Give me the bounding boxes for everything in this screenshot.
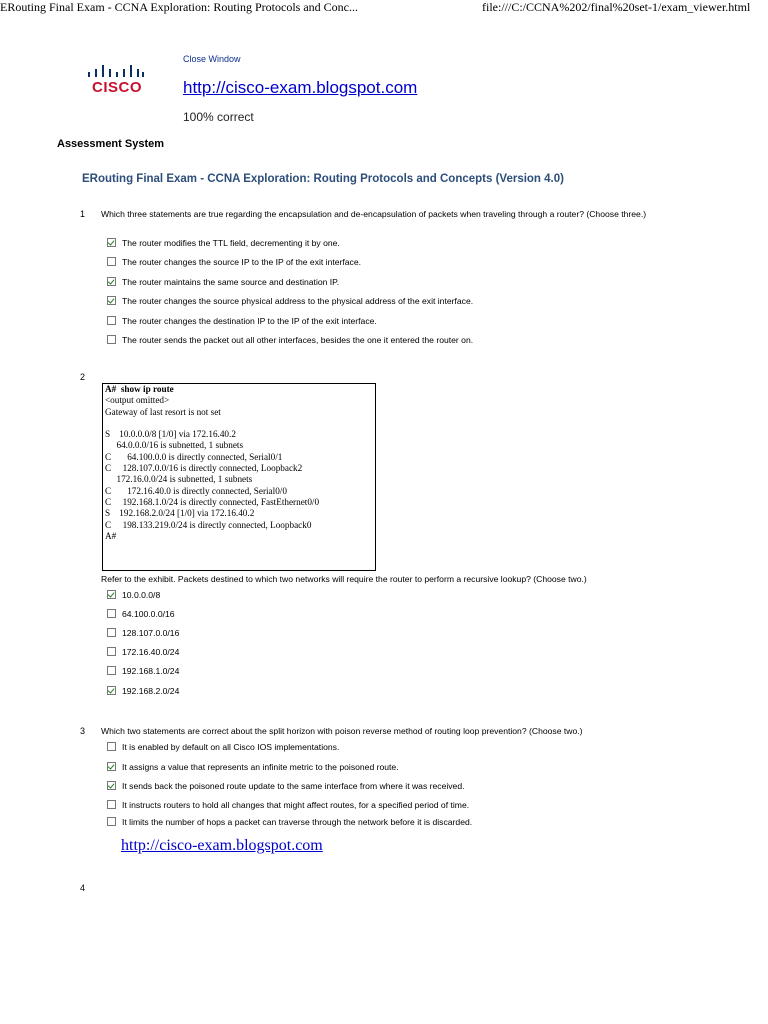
- exhibit-routing-table: [102, 383, 376, 571]
- exhibit-line: A#: [105, 530, 117, 541]
- answer-option-label: It limits the number of hops a packet can traverse through the network before it is discarded.: [122, 817, 473, 827]
- checkbox-checked[interactable]: [107, 686, 116, 695]
- logo-text: CISCO: [92, 79, 143, 96]
- checkbox-unchecked[interactable]: [107, 628, 116, 637]
- checkbox-unchecked[interactable]: [107, 257, 116, 266]
- checkbox-unchecked[interactable]: [107, 647, 116, 656]
- checkbox-checked[interactable]: [107, 781, 116, 790]
- page-title: ERouting Final Exam - CCNA Exploration: Routing Protocols and Conc...: [0, 0, 358, 14]
- footer-site-link[interactable]: http://cisco-exam.blogspot.com: [121, 837, 323, 854]
- checkbox-checked[interactable]: [107, 238, 116, 247]
- exhibit-line: Gateway of last resort is not set: [105, 406, 221, 417]
- answer-option-label: 172.16.40.0/24: [122, 647, 180, 657]
- answer-option[interactable]: [107, 276, 339, 288]
- exhibit-line: 64.0.0.0/16 is subnetted, 1 subnets: [105, 440, 244, 451]
- answer-option-label: It is enabled by default on all Cisco IOS implementations.: [122, 742, 340, 752]
- cisco-logo: [86, 63, 144, 97]
- exhibit-line: C 64.100.0.0 is directly connected, Serial0/1: [105, 451, 283, 462]
- question-number: 1: [80, 209, 86, 219]
- answer-option[interactable]: [107, 589, 160, 601]
- site-link[interactable]: http://cisco-exam.blogspot.com: [183, 78, 418, 97]
- exhibit-line: <output omitted>: [105, 395, 170, 406]
- exhibit-line: [103, 418, 375, 429]
- question-text: Which three statements are true regarding the encapsulation and de-encapsulation of packets when traveling through a router? (Choose three.): [101, 209, 647, 219]
- answer-option[interactable]: [107, 761, 399, 773]
- answer-option-label: 64.100.0.0/16: [122, 609, 175, 619]
- exhibit-line: C 172.16.40.0 is directly connected, Serial0/0: [105, 485, 287, 496]
- checkbox-unchecked[interactable]: [107, 335, 116, 344]
- answer-option[interactable]: [107, 627, 179, 639]
- answer-option-label: It instructs routers to hold all changes that might affect routes, for a specified period of time.: [122, 800, 470, 810]
- checkbox-checked[interactable]: [107, 296, 116, 305]
- checkbox-unchecked[interactable]: [107, 800, 116, 809]
- checkbox-unchecked[interactable]: [107, 817, 116, 826]
- question-number: 2: [80, 372, 86, 382]
- answer-option-label: It sends back the poisoned route update to the same interface from where it was received.: [122, 781, 465, 791]
- answer-option[interactable]: [107, 256, 361, 268]
- print-header: [0, 0, 768, 16]
- answer-option-label: The router changes the source physical address to the physical address of the exit interface.: [122, 296, 474, 306]
- answer-option[interactable]: [107, 665, 179, 677]
- answer-option-label: It assigns a value that represents an infinite metric to the poisoned route.: [122, 762, 399, 772]
- answer-option-label: The router maintains the same source and destination IP.: [122, 277, 340, 287]
- checkbox-checked[interactable]: [107, 277, 116, 286]
- system-label: Assessment System: [57, 138, 165, 150]
- question-text: Which two statements are correct about the split horizon with poison reverse method of routing loop prevention? (Choose two.): [101, 726, 583, 736]
- page-url: file:///C:/CCNA%202/final%20set-1/exam_viewer.html: [482, 0, 751, 14]
- answer-option-label: The router modifies the TTL field, decrementing it by one.: [122, 238, 340, 248]
- exhibit-line: 172.16.0.0/24 is subnetted, 1 subnets: [105, 474, 253, 485]
- answer-option[interactable]: [107, 334, 473, 346]
- question-number: 3: [80, 726, 86, 736]
- answer-option-label: The router sends the packet out all other interfaces, besides the one it entered the router on.: [122, 335, 474, 345]
- answer-option[interactable]: [107, 741, 339, 753]
- answer-option[interactable]: [107, 685, 179, 697]
- exhibit-line: S 192.168.2.0/24 [1/0] via 172.16.40.2: [105, 508, 255, 519]
- exam-title: ERouting Final Exam - CCNA Exploration: Routing Protocols and Concepts (Version 4.0): [82, 173, 564, 185]
- answer-option[interactable]: [107, 608, 175, 620]
- checkbox-unchecked[interactable]: [107, 316, 116, 325]
- answer-option[interactable]: [107, 315, 377, 327]
- question-number: 4: [80, 883, 86, 893]
- exhibit-line: A# show ip route: [105, 384, 174, 394]
- answer-option-label: 192.168.1.0/24: [122, 666, 180, 676]
- score-text: 100% correct: [183, 110, 254, 124]
- answer-option[interactable]: [107, 295, 473, 307]
- answer-option-label: 192.168.2.0/24: [122, 686, 180, 696]
- answer-option[interactable]: [107, 780, 465, 792]
- answer-option-label: 128.107.0.0/16: [122, 628, 180, 638]
- exhibit-line: S 10.0.0.0/8 [1/0] via 172.16.40.2: [105, 429, 236, 440]
- question-text: Refer to the exhibit. Packets destined to which two networks will require the router to perform a recursive lookup? (Choose two.): [101, 574, 587, 584]
- answer-option-label: 10.0.0.0/8: [122, 590, 161, 600]
- checkbox-checked[interactable]: [107, 590, 116, 599]
- checkbox-unchecked[interactable]: [107, 742, 116, 751]
- checkbox-unchecked[interactable]: [107, 609, 116, 618]
- cisco-bars-icon: [86, 63, 144, 77]
- checkbox-unchecked[interactable]: [107, 666, 116, 675]
- exhibit-line: C 128.107.0.0/16 is directly connected, Loopback2: [105, 463, 303, 474]
- answer-option-label: The router changes the source IP to the IP of the exit interface.: [122, 257, 362, 267]
- answer-option[interactable]: [107, 237, 340, 249]
- checkbox-checked[interactable]: [107, 762, 116, 771]
- answer-option[interactable]: [107, 646, 179, 658]
- answer-option[interactable]: [107, 799, 469, 811]
- exhibit-line: C 198.133.219.0/24 is directly connected, Loopback0: [105, 519, 312, 530]
- close-window-link[interactable]: Close Window: [183, 54, 241, 64]
- answer-option-label: The router changes the destination IP to the IP of the exit interface.: [122, 316, 377, 326]
- answer-option[interactable]: [107, 816, 472, 828]
- exhibit-line: C 192.168.1.0/24 is directly connected, FastEthernet0/0: [105, 496, 320, 507]
